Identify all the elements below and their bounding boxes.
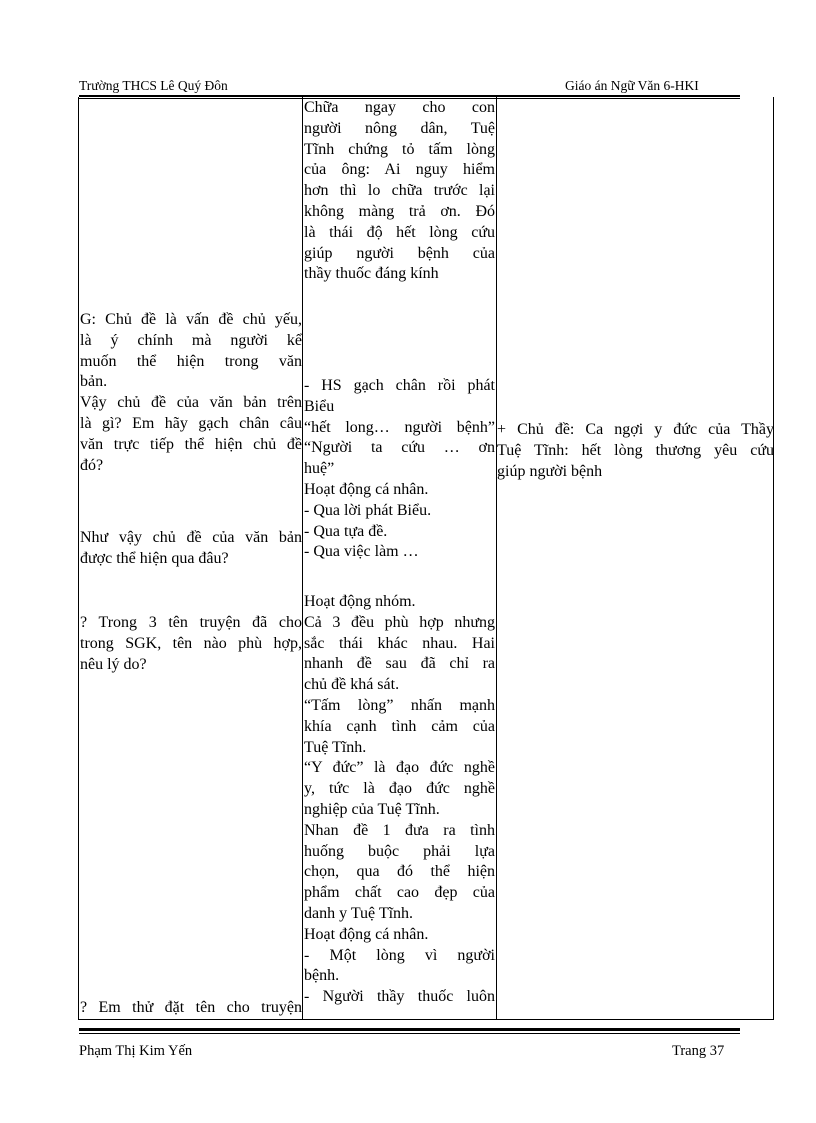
text-line: nghiệp của Tuệ Tĩnh. [304,800,440,818]
text-line: người nông dân, Tuệ [304,119,495,137]
text-line: “hết long… người bệnh” [304,418,495,436]
text-line: là gì? Em hãy gạch chân câu [80,414,302,432]
text-line: Cả 3 đều phù hợp nhưng [304,613,495,631]
text-line: bản. [80,373,108,391]
text-line: đó? [80,456,104,474]
text-line: là ý chính mà người kể [80,331,302,349]
text-line: y, tức là đạo đức nghề [304,780,495,798]
teacher-text-block [80,310,302,476]
footer-rule [79,1028,740,1031]
text-line: trong SGK, tên nào phù hợp, [80,634,302,652]
text-line: ? Em thử đặt tên cho truyện [80,999,302,1016]
school-name: Trường THCS Lê Quý Đôn [79,78,228,93]
text-line: - HS gạch chân rồi phát [304,377,495,394]
text-line: - Qua lời phát Biểu. [304,501,432,519]
column-divider-1 [302,97,303,1020]
text-line: nêu lý do? [80,655,147,673]
teacher-text-block [80,613,302,675]
text-line: Nhan đề 1 đưa ra tình [304,821,495,839]
text-line: là thái độ hết lòng cứu [304,223,495,241]
text-line: danh y Tuệ Tĩnh. [304,904,414,922]
text-line: Biểu [304,397,335,415]
text-line: Như vậy chủ đề của văn bản [80,529,302,546]
text-line: nhanh đề sau đã chỉ ra [304,655,495,673]
text-line: Tuệ Tĩnh. [304,738,367,756]
text-line: bệnh. [304,967,340,985]
text-line: “Tấm lòng” nhấn mạnh [304,696,495,714]
text-line: huệ” [304,460,335,478]
text-line: Hoạt động cá nhân. [304,925,429,943]
text-line: giúp người bệnh [497,462,603,480]
text-line: “Y đức” là đạo đức nghề [304,759,495,777]
teacher-text-block [80,528,302,570]
column-divider-2 [496,97,497,1020]
text-line: - Người thầy thuốc luôn [304,988,495,1006]
text-line: của ông: Ai nguy hiểm [304,161,495,179]
text-line: khía cạnh tình cảm của [304,717,495,735]
text-line: không màng trả ơn. Đó [304,202,495,220]
content-text-block [497,420,774,482]
text-line: chủ đề khá sát. [304,676,400,694]
student-text-block [304,592,495,1008]
text-line: giúp người bệnh của [304,244,495,262]
text-line: Tuệ Tĩnh: hết lòng thương yêu cứu [497,441,774,459]
text-line: thầy thuốc đáng kính [304,265,439,283]
text-line: ? Trong 3 tên truyện đã cho [80,614,302,631]
author-name: Phạm Thị Kim Yến [79,1043,193,1059]
text-line: + Chủ đề: Ca ngợi y đức của Thầy [497,421,774,438]
text-line: Tĩnh chứng tỏ tấm lòng [304,140,495,158]
student-text-block [304,376,495,563]
text-line: hơn thì lo chữa trước lại [304,182,495,200]
teacher-text-block [80,998,302,1019]
text-line: Chữa ngay cho con [304,99,495,116]
text-line: được thể hiện qua đâu? [80,549,229,567]
document-title: Giáo án Ngữ Văn 6-HKI [565,78,699,93]
text-line: sắc thái khác nhau. Hai [304,634,495,652]
student-text-block [304,98,495,285]
text-line: - Qua tựa đề. [304,522,388,540]
text-line: muốn thể hiện trong văn [80,352,302,370]
text-line: “Người ta cứu … ơn [304,439,495,457]
text-line: chọn, qua đó thể hiện [304,863,495,881]
text-line: - Một lòng vì người [304,946,495,964]
text-line: - Qua việc làm … [304,543,419,561]
text-line: G: Chủ đề là vấn đề chủ yếu, [80,311,302,328]
footer-rule-thin [79,1033,740,1034]
text-line: phẩm chất cao đẹp của [304,884,495,902]
text-line: văn trực tiếp thể hiện chủ đề [80,435,302,453]
text-line: Hoạt động cá nhân. [304,480,429,498]
text-line: huống buộc phải lựa [304,842,495,860]
text-line: Vậy chủ đề của văn bản trên [80,394,302,412]
text-line: Hoạt động nhóm. [304,593,416,610]
page-number: Trang 37 [672,1043,725,1059]
